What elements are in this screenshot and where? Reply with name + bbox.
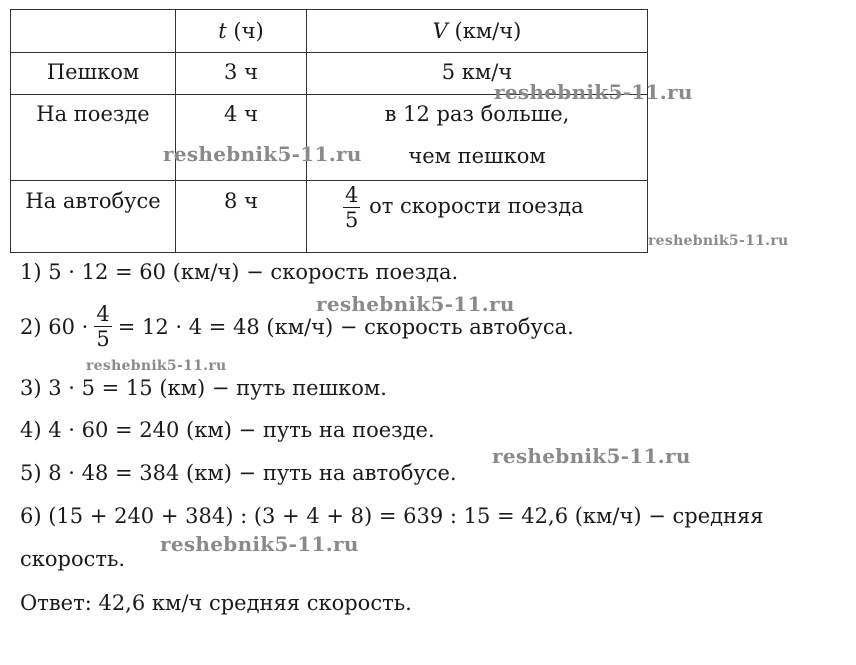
table-row: [11, 95, 648, 181]
solution-step-6-line-1: 6) (15 + 240 + 384) : (3 + 4 + 8) = 639 : 15 = 42,6 (км/ч) − средняя: [20, 504, 764, 528]
speed-text: от скорости поезда: [369, 194, 584, 218]
watermark: reshebnik5-11.ru: [160, 532, 359, 556]
step2-fraction: [94, 302, 111, 351]
solution-step-1: 1) 5 · 12 = 60 (км/ч) − скорость поезда.: [20, 260, 459, 284]
step2-suffix: = 12 · 4 = 48 (км/ч) − скорость автобуса.: [117, 314, 574, 339]
table-row: [11, 181, 648, 253]
watermark: reshebnik5-11.ru: [86, 358, 227, 374]
fraction-numerator: 4: [96, 302, 110, 326]
mode-cell: На поезде: [11, 95, 176, 181]
watermark: reshebnik5-11.ru: [494, 80, 693, 104]
fraction: [343, 183, 360, 232]
mode-cell: Пешком: [11, 53, 176, 95]
solution-step-3: 3) 3 · 5 = 15 (км) − путь пешком.: [20, 376, 387, 400]
solution-step-5: 5) 8 · 48 = 384 (км) − путь на автобусе.: [20, 461, 457, 485]
watermark: reshebnik5-11.ru: [316, 292, 515, 316]
time-cell: 3 ч: [176, 53, 307, 95]
answer: Ответ: 42,6 км/ч средняя скорость.: [20, 591, 412, 615]
table-header-row: [11, 10, 648, 53]
mode-cell: На автобусе: [11, 181, 176, 253]
header-speed-cell: [307, 10, 648, 53]
speed-symbol: V: [432, 19, 448, 43]
time-unit: (ч): [233, 19, 264, 43]
fraction-numerator: 4: [345, 183, 359, 207]
time-symbol: t: [218, 19, 227, 43]
solution-step-4: 4) 4 · 60 = 240 (км) − путь на поезде.: [20, 418, 435, 442]
time-cell: 8 ч: [176, 181, 307, 253]
speed-cell: 5 км/ч: [307, 53, 648, 95]
fraction-denominator: 5: [345, 208, 359, 232]
header-empty-cell: [11, 10, 176, 53]
speed-line-1: в 12 раз больше,: [384, 102, 570, 126]
solution-step-6-line-2: скорость.: [20, 547, 126, 571]
speed-cell: [307, 181, 648, 253]
speed-line-2: чем пешком: [408, 144, 546, 168]
watermark: reshebnik5-11.ru: [492, 444, 691, 468]
step2-prefix: 2) 60 ·: [20, 314, 89, 339]
header-time-cell: [176, 10, 307, 53]
time-cell: 4 ч: [176, 95, 307, 181]
speed-unit: (км/ч): [454, 19, 522, 43]
watermark: reshebnik5-11.ru: [648, 233, 789, 249]
watermark: reshebnik5-11.ru: [163, 142, 362, 166]
fraction-denominator: 5: [96, 327, 110, 351]
speed-cell: [307, 95, 648, 181]
data-table: [10, 9, 648, 253]
